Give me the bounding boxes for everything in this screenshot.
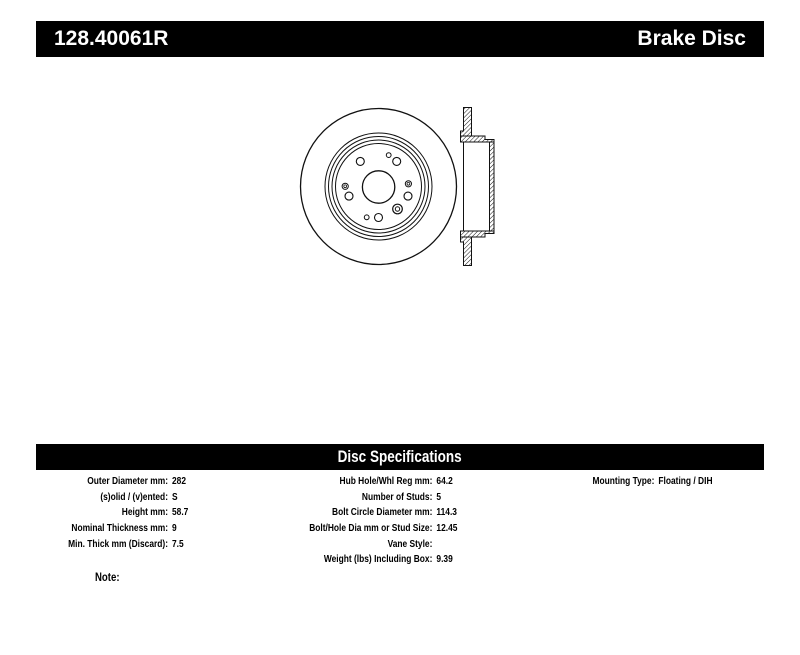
spec-value: 7.5 <box>172 537 184 550</box>
spec-row <box>40 521 188 537</box>
spec-value: Floating / DIH <box>658 475 713 487</box>
spec-row <box>286 474 457 490</box>
spec-label: Mounting Type: <box>592 475 655 487</box>
spec-section-title: Disc Specifications <box>337 447 463 466</box>
disc-front-view <box>301 109 457 265</box>
spec-label: Nominal Thickness mm: <box>71 522 168 535</box>
spec-value: 114.3 <box>436 506 457 519</box>
spec-column-middle <box>286 474 457 568</box>
spec-row <box>40 474 188 490</box>
spec-label: Vane Style: <box>387 537 433 550</box>
spec-value: 12.45 <box>436 522 458 535</box>
spec-row <box>40 490 188 506</box>
hat-flange-bottom <box>461 231 495 237</box>
spec-label: Min. Thick mm (Discard): <box>68 537 168 550</box>
friction-ring-bottom <box>461 237 472 266</box>
spec-row <box>286 505 457 521</box>
spec-label: Weight (lbs) Including Box: <box>323 553 433 566</box>
spec-row <box>560 474 713 490</box>
part-number: 128.40061R <box>54 27 169 50</box>
spec-row <box>286 552 457 568</box>
technical-drawing <box>270 95 520 290</box>
disc-outer-edge <box>301 109 457 265</box>
spec-value: 9 <box>172 522 177 535</box>
spec-row <box>40 537 188 553</box>
spec-column-left <box>40 474 188 552</box>
spec-column-right <box>560 474 713 490</box>
spec-row <box>40 505 188 521</box>
spec-label: Hub Hole/Whl Reg mm: <box>339 475 433 487</box>
hat-flange-top <box>461 136 495 142</box>
spec-label: (s)olid / (v)ented: <box>100 490 168 503</box>
spec-value: 64.2 <box>436 475 453 487</box>
spec-row <box>286 521 457 537</box>
spec-label: Outer Diameter mm: <box>87 475 168 487</box>
hat-body-outline <box>464 142 490 231</box>
spec-section-bar <box>36 444 764 470</box>
spec-value: S <box>172 490 178 503</box>
spec-value: 5 <box>436 490 442 503</box>
spec-label: Height mm: <box>121 506 168 519</box>
friction-ring-top <box>461 108 472 137</box>
spec-label: Number of Studs: <box>361 490 433 503</box>
spec-row <box>286 490 457 506</box>
product-title: Brake Disc <box>637 27 746 50</box>
disc-side-view <box>461 108 495 266</box>
spec-value: 282 <box>172 475 187 487</box>
spec-row <box>286 537 457 553</box>
spec-value: 58.7 <box>172 506 189 519</box>
spec-label: Bolt Circle Diameter mm: <box>332 506 433 519</box>
note-label: Note: <box>95 570 120 584</box>
spec-value: 9.39 <box>436 553 453 566</box>
spec-label: Bolt/Hole Dia mm or Stud Size: <box>309 522 433 535</box>
header-bar <box>36 21 764 57</box>
hat-mount-face <box>490 142 495 231</box>
